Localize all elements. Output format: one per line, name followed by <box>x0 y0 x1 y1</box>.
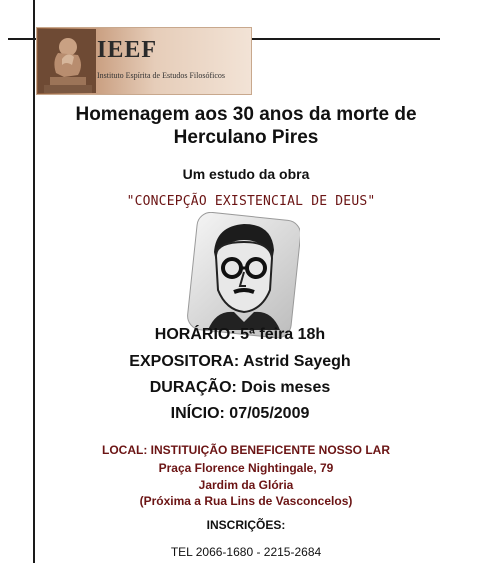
speaker-text: EXPOSITORA: Astrid Sayegh <box>129 353 351 370</box>
event-title-line2: Herculano Pires <box>173 127 319 148</box>
location-name: LOCAL: INSTITUIÇÃO BENEFICENTE NOSSO LAR <box>102 443 390 457</box>
work-title: "CONCEPÇÃO EXISTENCIAL DE DEUS" <box>126 194 376 209</box>
event-title-line1: Homenagem aos 30 anos da morte de <box>75 104 417 125</box>
left-rule <box>33 0 35 563</box>
thinker-statue-icon <box>38 29 96 93</box>
logo-text: IEEF <box>97 37 158 63</box>
registration-label: INSCRIÇÕES: <box>206 518 286 532</box>
portrait-image <box>186 212 300 340</box>
location-district: Jardim da Glória <box>198 478 294 492</box>
phone-numbers: TEL 2066-1680 - 2215-2684 <box>170 545 322 559</box>
start-date-text: INÍCIO: 07/05/2009 <box>170 405 310 422</box>
duration-text: DURAÇÃO: Dois meses <box>149 379 331 396</box>
logo-banner <box>36 27 252 95</box>
logo-subtitle: Instituto Espírita de Estudos Filosóficos <box>97 71 225 80</box>
location-reference: (Próxima a Rua Lins de Vasconcelos) <box>139 494 353 508</box>
location-address: Praça Florence Nightingale, 79 <box>158 461 334 475</box>
schedule-text: HORÁRIO: 5ª feira 18h <box>154 326 326 343</box>
event-subtitle: Um estudo da obra <box>182 166 310 182</box>
